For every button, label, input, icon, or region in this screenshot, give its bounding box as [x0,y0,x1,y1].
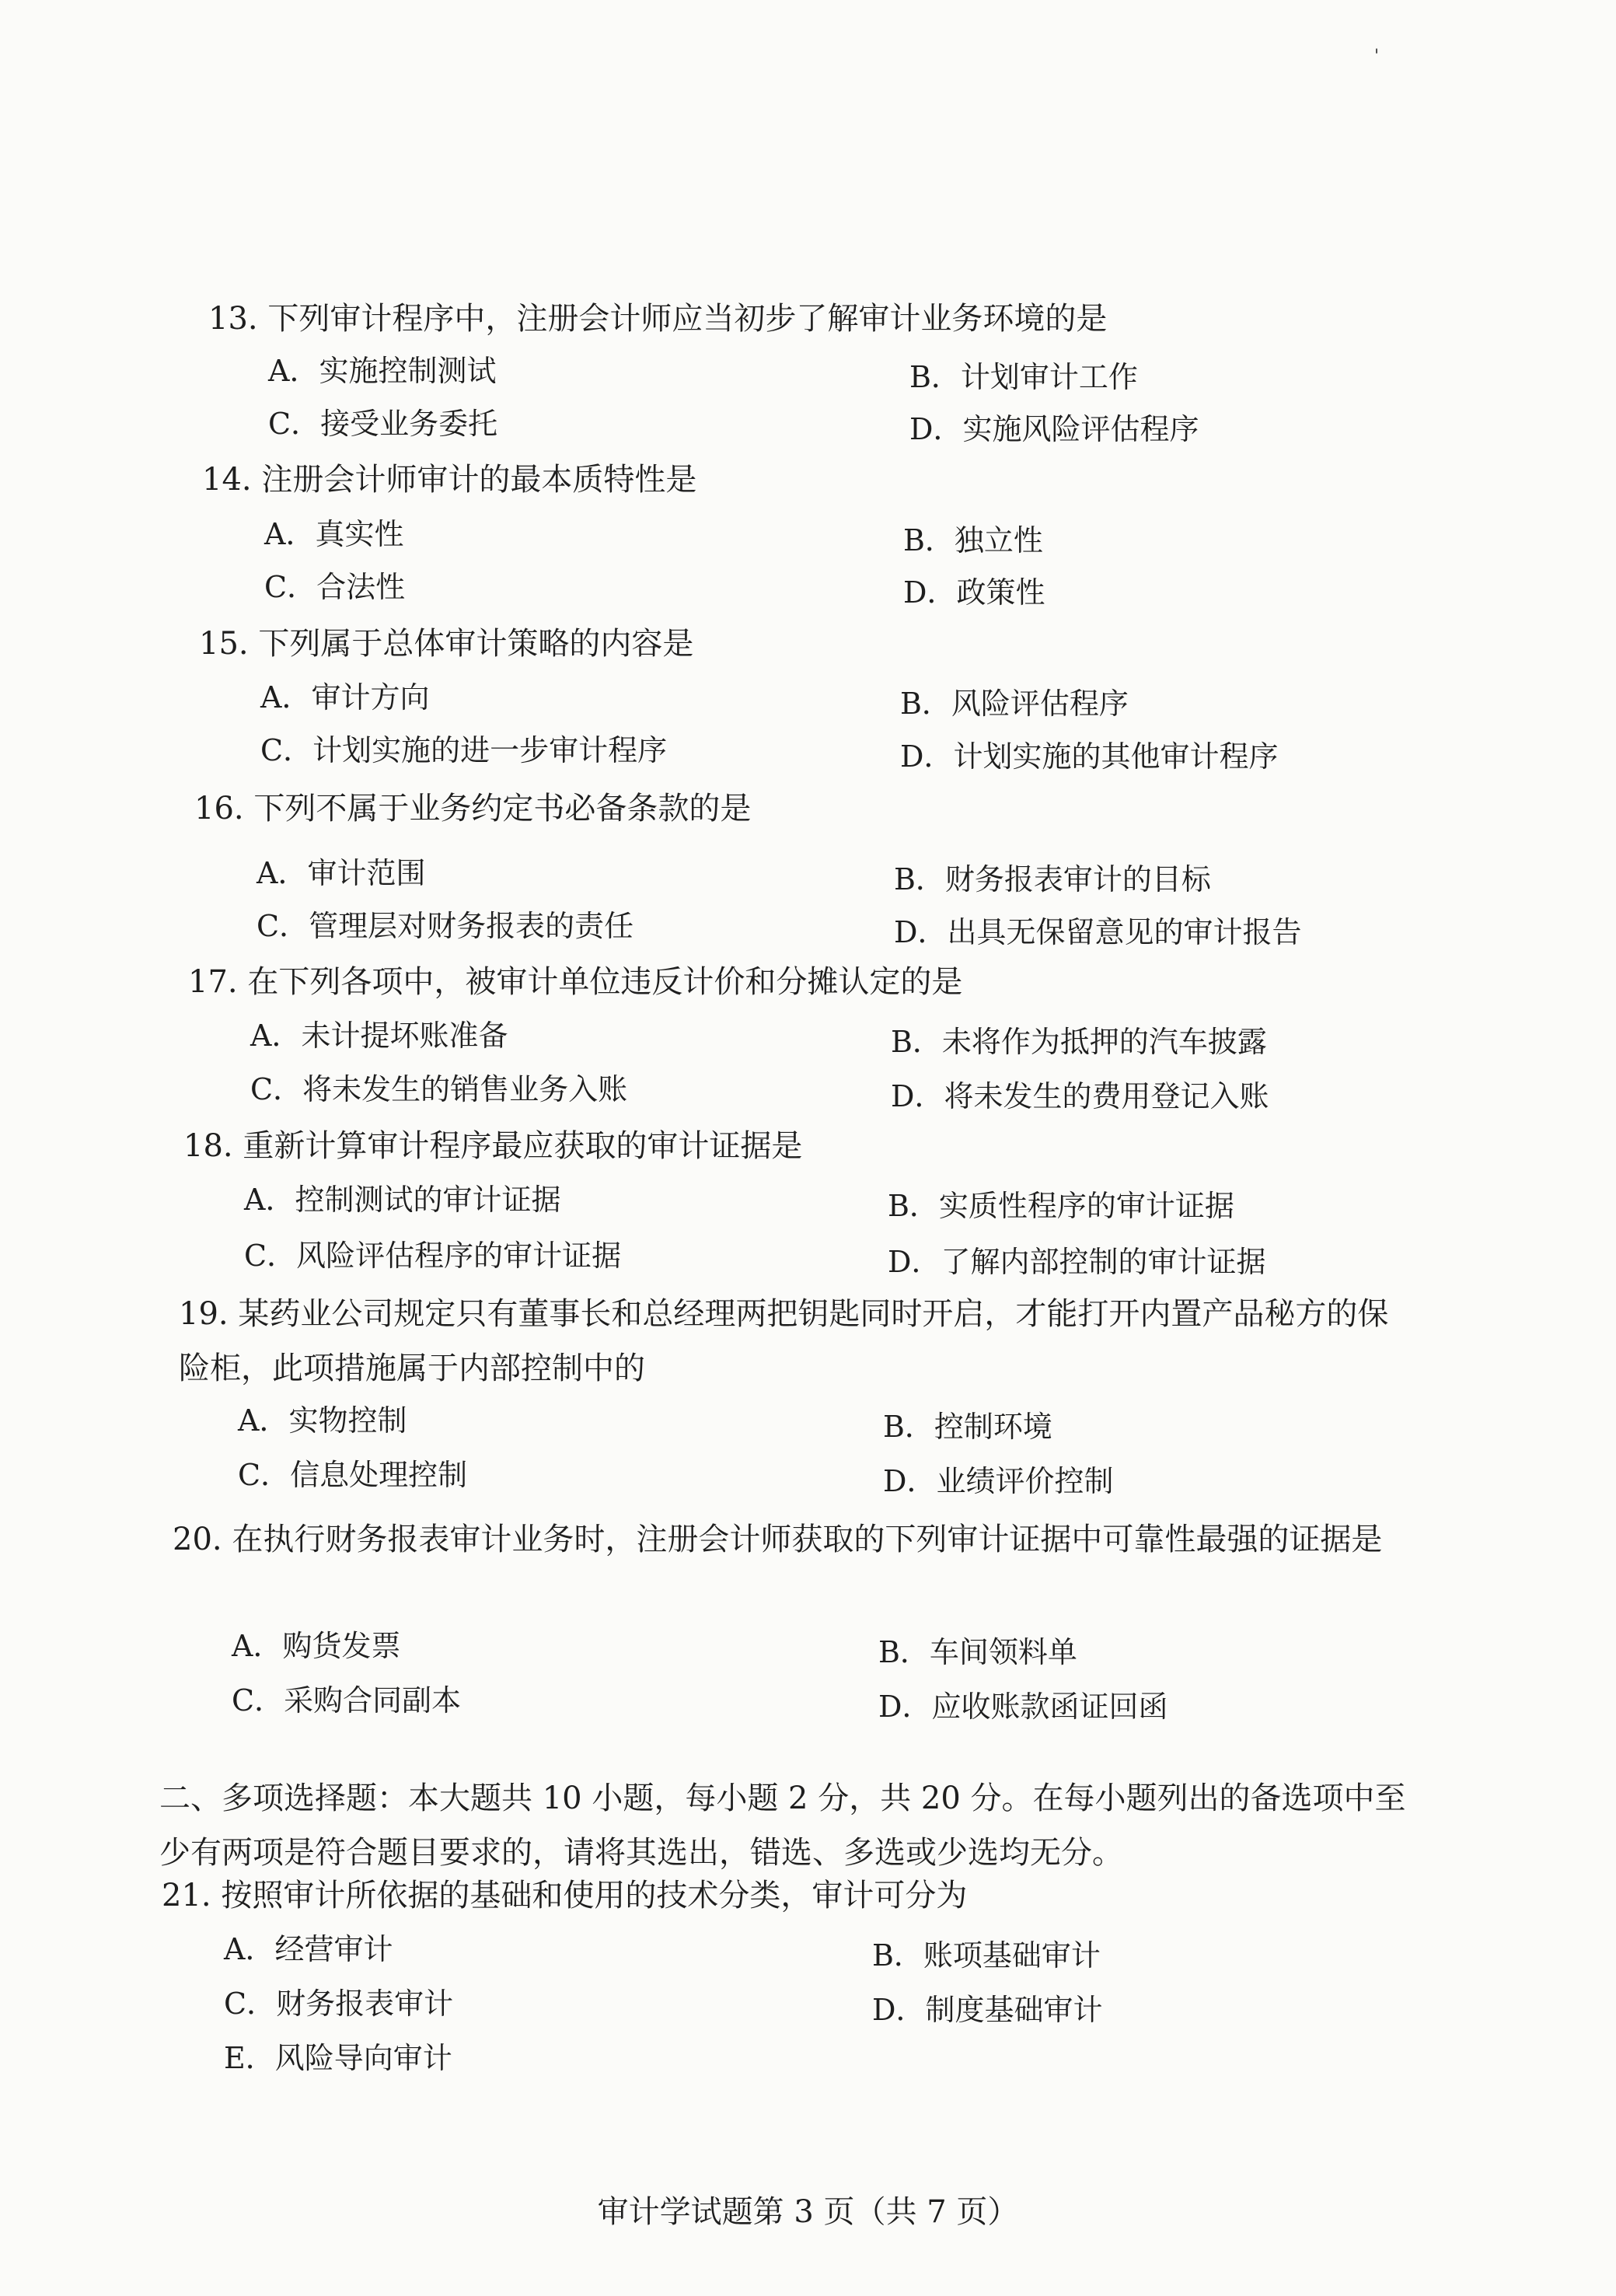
question-15-option-c: C．计划实施的进一步审计程序 [260,733,668,767]
question-21-option-c: C．财务报表审计 [224,1987,454,2021]
section-2-heading: 二、多项选择题：本大题共 10 小题，每小题 2 分，共 20 分。在每小题列出的备选项中至少有两项是符合题目要求的，请将其选出，错选、多选或少选均无分。 [159,1781,1406,1871]
question-17-stem: 17. 在下列各项中，被审计单位违反计价和分摊认定的是 [188,964,963,1000]
question-18-option-a: A．控制测试的审计证据 [244,1183,561,1217]
question-17-option-c: C．将未发生的销售业务入账 [250,1072,628,1106]
question-21-option-d: D．制度基础审计 [872,1993,1103,2027]
question-13-option-c: C．接受业务委托 [268,407,498,441]
question-15-option-b: B．风险评估程序 [900,687,1129,721]
corner-mark: ' [1374,47,1380,66]
question-20-option-b: B．车间领料单 [878,1635,1077,1669]
question-13-option-b: B．计划审计工作 [909,360,1138,394]
question-16-option-a: A．审计范围 [257,856,426,890]
question-21-option-e: E．风险导向审计 [224,2041,452,2075]
question-21-stem: 21. 按照审计所依据的基础和使用的技术分类，审计可分为 [162,1878,968,1913]
question-14-option-b: B．独立性 [903,523,1043,557]
question-15-option-a: A．审计方向 [260,680,430,715]
question-15-option-d: D．计划实施的其他审计程序 [900,739,1279,774]
page-footer: 审计学试题第 3 页（共 7 页） [597,2194,1019,2230]
question-18-option-c: C．风险评估程序的审计证据 [244,1239,622,1273]
question-14-option-d: D．政策性 [903,575,1045,610]
question-19-stem: 19. 某药业公司规定只有董事长和总经理两把钥匙同时开启，才能打开内置产品秘方的保险柜，此项措施属于内部控制中的 [179,1296,1389,1386]
question-13-option-d: D．实施风险评估程序 [909,412,1199,446]
question-19-option-c: C．信息处理控制 [238,1458,468,1492]
question-15-stem: 15. 下列属于总体审计策略的内容是 [199,626,694,662]
question-20-option-c: C．采购合同副本 [232,1683,462,1718]
question-17-option-b: B．未将作为抵押的汽车披露 [891,1025,1267,1059]
question-19-option-a: A．实物控制 [238,1403,407,1438]
question-17-option-d: D．将未发生的费用登记入账 [891,1079,1269,1113]
question-21-option-a: A．经营审计 [224,1932,393,1966]
question-13-option-a: A．实施控制测试 [268,354,497,388]
question-20-option-d: D．应收账款函证回函 [878,1690,1168,1724]
question-16-option-b: B．财务报表审计的目标 [894,862,1211,896]
question-19-option-d: D．业绩评价控制 [883,1464,1114,1498]
question-14-option-a: A．真实性 [264,517,404,551]
question-16-stem: 16. 下列不属于业务约定书必备条款的是 [194,791,752,826]
question-19-option-b: B．控制环境 [883,1410,1052,1444]
question-18-stem: 18. 重新计算审计程序最应获取的审计证据是 [183,1128,803,1164]
question-20-stem: 20. 在执行财务报表审计业务时，注册会计师获取的下列审计证据中可靠性最强的证据是 [173,1522,1383,1557]
question-16-option-d: D．出具无保留意见的审计报告 [894,915,1302,949]
question-18-option-d: D．了解内部控制的审计证据 [888,1245,1266,1279]
question-16-option-c: C．管理层对财务报表的责任 [257,909,634,943]
question-17-option-a: A．未计提坏账准备 [250,1019,508,1053]
question-14-option-c: C．合法性 [264,570,406,604]
question-14-stem: 14. 注册会计师审计的最本质特性是 [202,462,697,498]
question-18-option-b: B．实质性程序的审计证据 [888,1189,1234,1223]
question-21-option-b: B．账项基础审计 [872,1938,1101,1973]
question-20-option-a: A．购货发票 [232,1629,401,1663]
question-13-stem: 13. 下列审计程序中，注册会计师应当初步了解审计业务环境的是 [208,301,1108,337]
